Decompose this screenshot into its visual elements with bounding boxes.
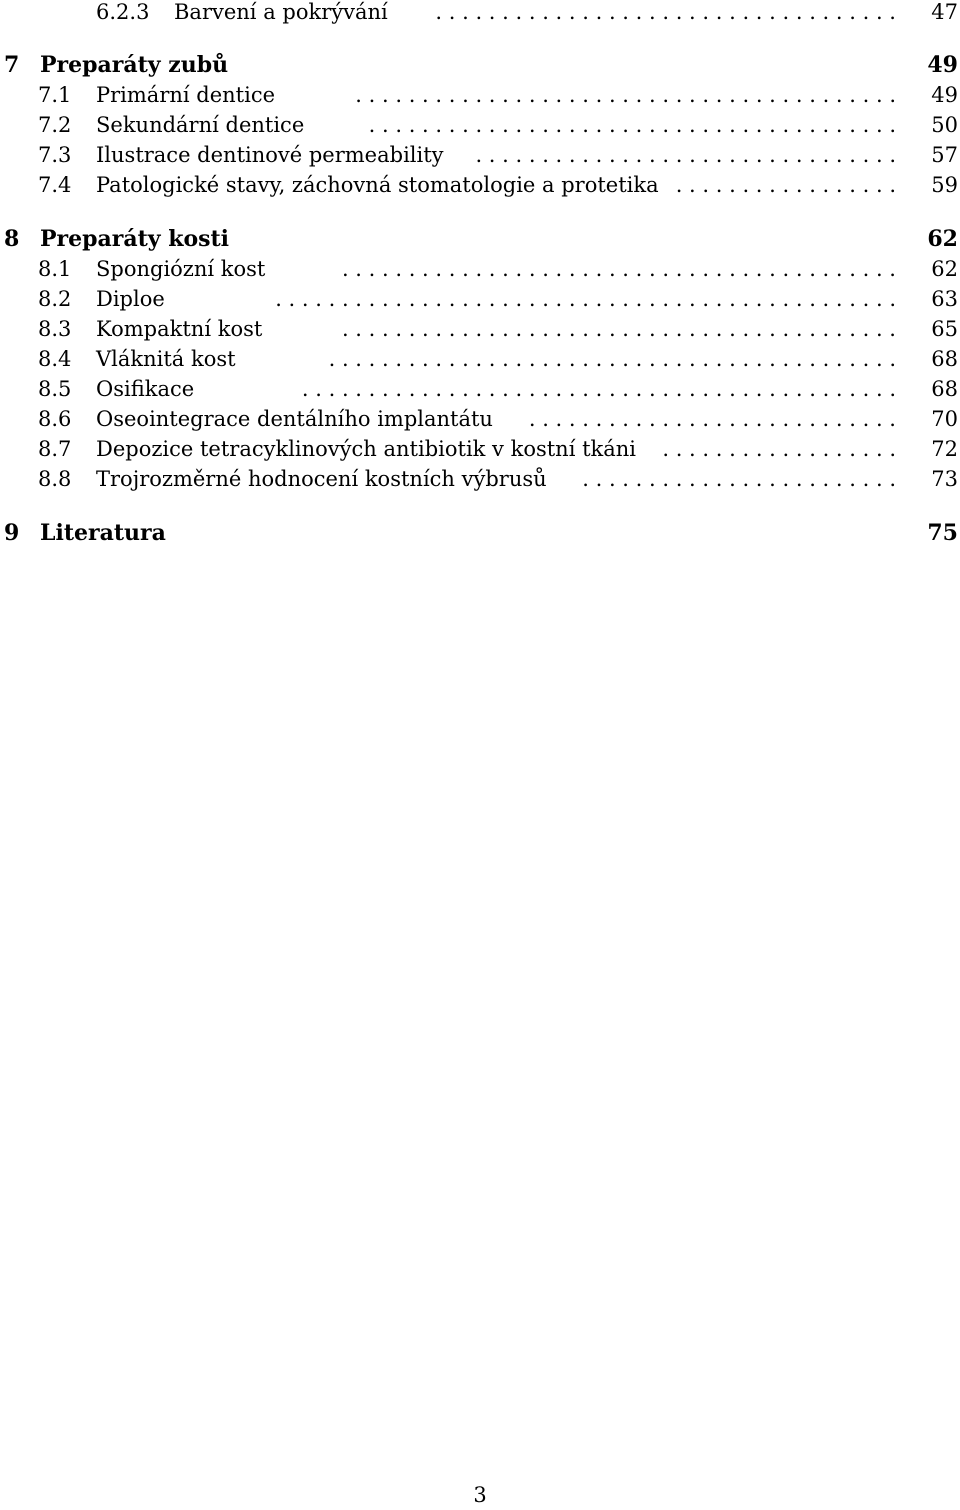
- toc-entry-6-2-3[interactable]: [0, 0, 960, 27]
- toc-entry-number: 8.2: [38, 287, 72, 311]
- toc-entry-8-2[interactable]: [0, 284, 960, 314]
- toc-leader-dots: . . . . . . . . . . . . . . . . . . . . . . . . . . . . . . . . . . . . . . . .: [368, 113, 896, 137]
- toc-leader-dots: . . . . . . . . . . . . . . . . . .: [662, 437, 896, 461]
- toc-entry-page: 62: [931, 257, 958, 281]
- toc-entry-number: 7.1: [38, 83, 72, 107]
- toc-entry-number: 7.2: [38, 113, 72, 137]
- toc-entry-number: 7.3: [38, 143, 72, 167]
- toc-entry-title: Kompaktní kost: [96, 314, 266, 344]
- toc-entry-number: 8.7: [38, 437, 72, 461]
- toc-leader-dots: . . . . . . . . . . . . . . . . . . . . . . . . . . . .: [528, 407, 896, 431]
- toc-entry-page: 68: [931, 347, 958, 371]
- toc-entry-title: Vláknitá kost: [96, 344, 240, 374]
- toc-entry-page: 62: [927, 226, 958, 252]
- toc-entry-title: Patologické stavy, záchovná stomatologie a protetika: [96, 170, 663, 200]
- toc-leader-dots: . . . . . . . . . . . . . . . . .: [675, 173, 896, 197]
- toc-entry-8-3[interactable]: [0, 314, 960, 344]
- toc-entry-page: 50: [931, 113, 958, 137]
- toc-entry-8-1[interactable]: [0, 254, 960, 284]
- toc-entry-title: Preparáty zubů: [40, 50, 232, 80]
- toc-entry-7-3[interactable]: [0, 140, 960, 170]
- toc-entry-title: Oseointegrace dentálního implantátu: [96, 404, 497, 434]
- toc-entry-number: 9: [4, 520, 20, 546]
- toc-entry-title: Literatura: [40, 518, 170, 548]
- toc-entry-title: Trojrozměrné hodnocení kostních výbrusů: [96, 464, 551, 494]
- toc-entry-page: 65: [931, 317, 958, 341]
- toc-entry-7-4[interactable]: [0, 170, 960, 200]
- toc-entry-8-7[interactable]: [0, 434, 960, 464]
- toc-chapter-8[interactable]: [0, 224, 960, 254]
- toc-leader-dots: . . . . . . . . . . . . . . . . . . . . . . . . . . . . . . . .: [475, 143, 896, 167]
- toc-leader-dots: . . . . . . . . . . . . . . . . . . . . . . . . . . . . . . . . . . . . . . . . . .: [341, 257, 896, 281]
- toc-entry-page: 47: [931, 0, 958, 24]
- toc-entry-page: 72: [931, 437, 958, 461]
- toc-entry-page: 68: [931, 377, 958, 401]
- toc-entry-title: Osifikace: [96, 374, 198, 404]
- toc-chapter-7[interactable]: [0, 50, 960, 80]
- toc-entry-8-6[interactable]: [0, 404, 960, 434]
- toc-entry-8-8[interactable]: [0, 464, 960, 494]
- toc-leader-dots: . . . . . . . . . . . . . . . . . . . . . . . . . . . . . . . . . . . . . . . . . . . . . . .: [275, 287, 896, 311]
- toc-leader-dots: . . . . . . . . . . . . . . . . . . . . . . . . . . . . . . . . . . . . . . . . . .: [341, 317, 896, 341]
- toc-entry-title: Primární dentice: [96, 80, 279, 110]
- toc-entry-page: 75: [927, 520, 958, 546]
- toc-entry-number: 8.8: [38, 467, 72, 491]
- toc-leader-dots: . . . . . . . . . . . . . . . . . . . . . . . . . . . . . . . . . . . . . . . . . . . . .: [301, 377, 896, 401]
- toc-entry-7-2[interactable]: [0, 110, 960, 140]
- toc-entry-title: Preparáty kosti: [40, 224, 233, 254]
- toc-entry-title: Depozice tetracyklinových antibiotik v kostní tkáni: [96, 434, 640, 464]
- toc-entry-7-1[interactable]: [0, 80, 960, 110]
- toc-entry-page: 49: [927, 52, 958, 78]
- toc-entry-page: 49: [931, 83, 958, 107]
- page-number: 3: [473, 1483, 487, 1507]
- toc-leader-dots: . . . . . . . . . . . . . . . . . . . . . . . .: [582, 467, 896, 491]
- toc-chapter-9[interactable]: [0, 518, 960, 548]
- toc-entry-number: 6.2.3: [96, 0, 150, 24]
- toc-entry-8-4[interactable]: [0, 344, 960, 374]
- toc-entry-number: 8: [4, 226, 20, 252]
- toc-leader-dots: . . . . . . . . . . . . . . . . . . . . . . . . . . . . . . . . . . . . . . . . . . .: [328, 347, 896, 371]
- toc-entry-page: 73: [931, 467, 958, 491]
- toc-leader-dots: . . . . . . . . . . . . . . . . . . . . . . . . . . . . . . . . . . . . . . . . .: [355, 83, 896, 107]
- toc-entry-number: 8.3: [38, 317, 72, 341]
- toc-leader-dots: . . . . . . . . . . . . . . . . . . . . . . . . . . . . . . . . . . .: [435, 0, 896, 24]
- toc-entry-title: Sekundární dentice: [96, 110, 308, 140]
- toc-entry-page: 63: [931, 287, 958, 311]
- toc-entry-title: Diploe: [96, 284, 169, 314]
- toc-entry-title: Spongiózní kost: [96, 254, 269, 284]
- toc-entry-number: 7.4: [38, 173, 72, 197]
- toc-entry-number: 7: [4, 52, 20, 78]
- toc-entry-number: 8.6: [38, 407, 72, 431]
- toc-entry-number: 8.5: [38, 377, 72, 401]
- toc-entry-page: 59: [931, 173, 958, 197]
- toc-entry-8-5[interactable]: [0, 374, 960, 404]
- toc-entry-title: Barvení a pokrývání: [174, 0, 392, 27]
- toc-entry-page: 57: [931, 143, 958, 167]
- toc-entry-page: 70: [931, 407, 958, 431]
- toc-entry-number: 8.4: [38, 347, 72, 371]
- toc-entry-number: 8.1: [38, 257, 72, 281]
- toc-entry-title: Ilustrace dentinové permeability: [96, 140, 448, 170]
